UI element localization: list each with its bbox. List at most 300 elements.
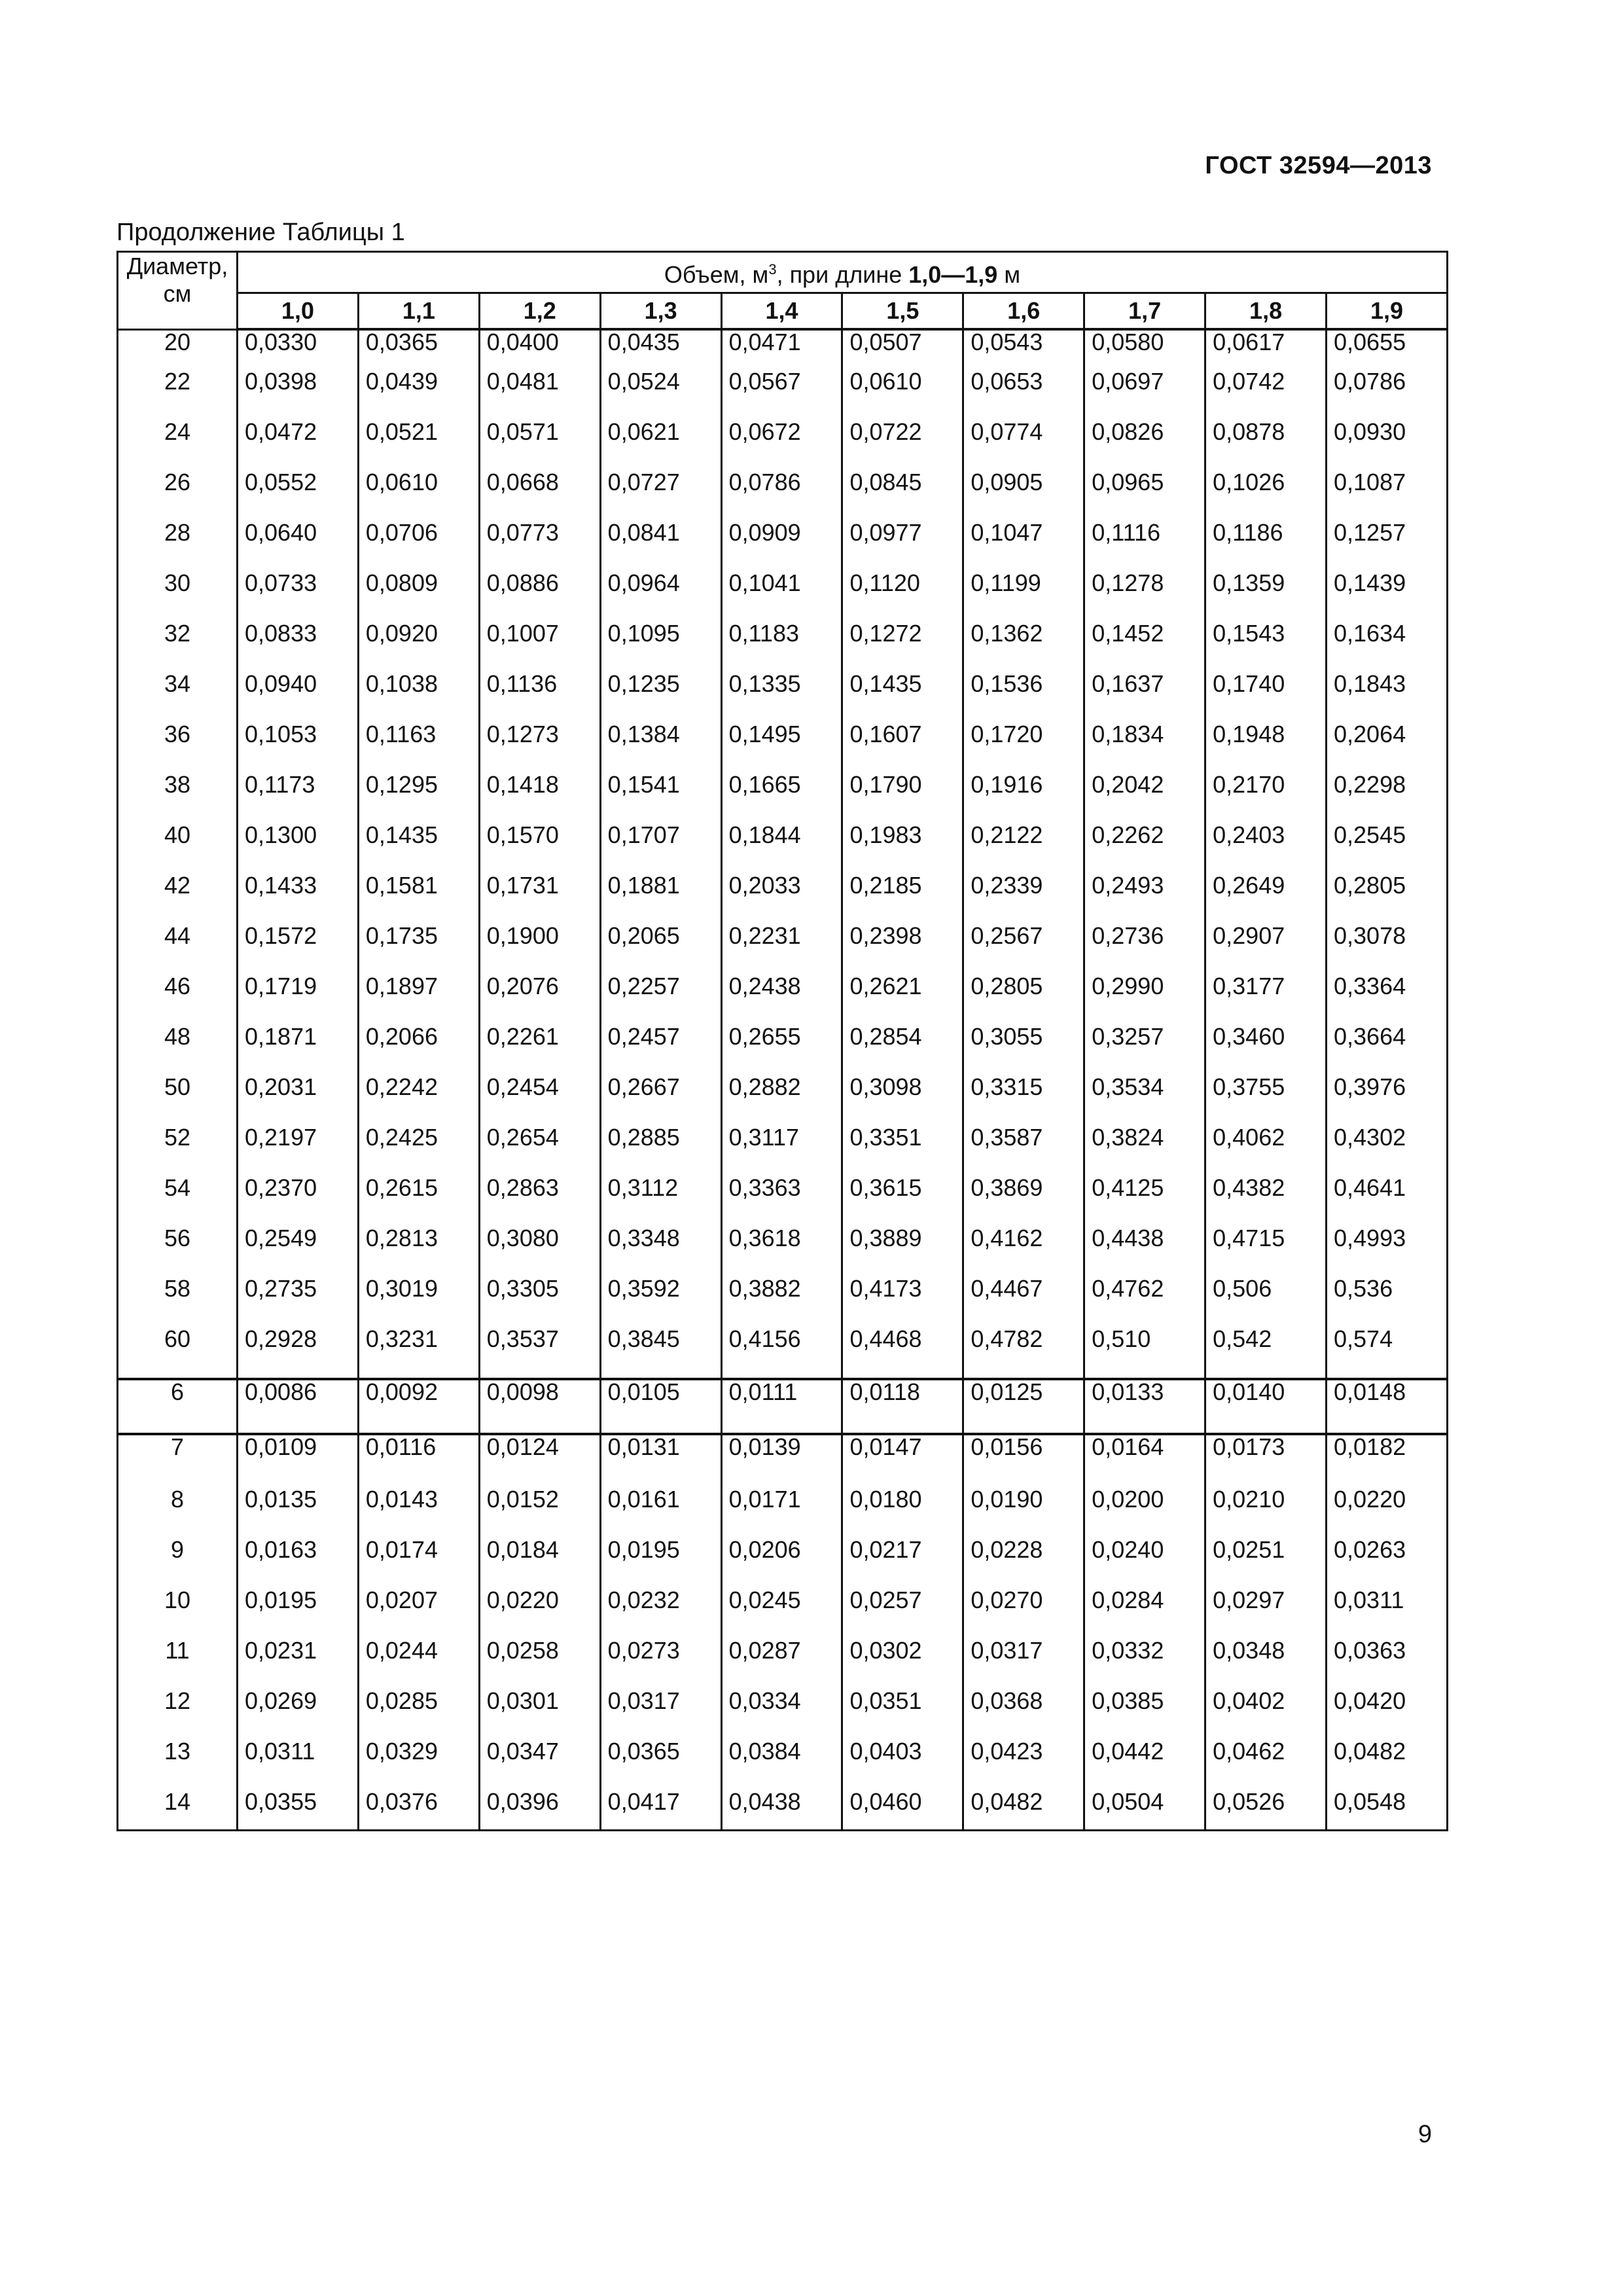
volume-cell: 0,3364 — [1327, 975, 1448, 1025]
table-row — [118, 924, 1448, 975]
volume-cell: 0,2197 — [238, 1126, 359, 1176]
length-header-cell: 1,2 — [479, 293, 600, 330]
diameter-cell: 7 — [118, 1434, 238, 1488]
volume-cell: 0,1634 — [1327, 622, 1448, 672]
volume-cell: 0,0472 — [238, 420, 359, 471]
diameter-cell: 34 — [118, 672, 238, 723]
volume-cell: 0,1731 — [479, 874, 600, 924]
volume-cell: 0,574 — [1327, 1327, 1448, 1379]
volume-cell: 0,2882 — [721, 1075, 842, 1126]
volume-cell: 0,506 — [1205, 1277, 1327, 1327]
volume-cell: 0,0355 — [238, 1790, 359, 1831]
volume-cell: 0,2813 — [358, 1227, 479, 1277]
volume-cell: 0,2805 — [963, 975, 1084, 1025]
volume-cell: 0,0285 — [358, 1689, 479, 1740]
table-row — [118, 1025, 1448, 1075]
volume-cell: 0,536 — [1327, 1277, 1448, 1327]
diameter-cell: 42 — [118, 874, 238, 924]
volume-cell: 0,0402 — [1205, 1689, 1327, 1740]
length-header-cell: 1,1 — [358, 293, 479, 330]
table-row — [118, 1277, 1448, 1327]
diameter-cell: 32 — [118, 622, 238, 672]
volume-cell: 0,1452 — [1084, 622, 1205, 672]
volume-cell: 0,2667 — [600, 1075, 721, 1126]
volume-cell: 0,2655 — [721, 1025, 842, 1075]
volume-cell: 0,3055 — [963, 1025, 1084, 1075]
volume-cell: 0,0365 — [600, 1740, 721, 1790]
table-row — [118, 1588, 1448, 1639]
diameter-cell: 26 — [118, 471, 238, 521]
volume-cell: 0,4162 — [963, 1227, 1084, 1277]
volume-cell: 0,0135 — [238, 1488, 359, 1538]
volume-cell: 0,2928 — [238, 1327, 359, 1379]
volume-cell: 0,2493 — [1084, 874, 1205, 924]
volume-cell: 0,2042 — [1084, 773, 1205, 823]
diameter-cell: 11 — [118, 1639, 238, 1689]
volume-cell: 0,2339 — [963, 874, 1084, 924]
volume-cell: 0,0610 — [358, 471, 479, 521]
volume-cell: 0,2854 — [842, 1025, 963, 1075]
volume-cell: 0,0878 — [1205, 420, 1327, 471]
volume-cell: 0,1295 — [358, 773, 479, 823]
volume-cell: 0,0368 — [963, 1689, 1084, 1740]
volume-cell: 0,0118 — [842, 1379, 963, 1434]
volume-cell: 0,0964 — [600, 571, 721, 622]
volume-cell: 0,1916 — [963, 773, 1084, 823]
volume-cell: 0,0460 — [842, 1790, 963, 1831]
volume-cell: 0,2257 — [600, 975, 721, 1025]
volume-cell: 0,1359 — [1205, 571, 1327, 622]
table-row — [118, 1379, 1448, 1434]
volume-cell: 0,0231 — [238, 1639, 359, 1689]
table-row — [118, 1639, 1448, 1689]
volume-cell: 0,1790 — [842, 773, 963, 823]
table-row — [118, 622, 1448, 672]
volume-cell: 0,3618 — [721, 1227, 842, 1277]
volume-cell: 0,0287 — [721, 1639, 842, 1689]
volume-cell: 0,1384 — [600, 723, 721, 773]
volume-cell: 0,1637 — [1084, 672, 1205, 723]
volume-cell: 0,3664 — [1327, 1025, 1448, 1075]
volume-cell: 0,0257 — [842, 1588, 963, 1639]
volume-cell: 0,0977 — [842, 521, 963, 571]
volume-header-middle: , при длине — [776, 261, 909, 288]
volume-cell: 0,0332 — [1084, 1639, 1205, 1689]
volume-cell: 0,0462 — [1205, 1740, 1327, 1790]
volume-cell: 0,4641 — [1327, 1176, 1448, 1227]
volume-cell: 0,0220 — [479, 1588, 600, 1639]
volume-cell: 0,1439 — [1327, 571, 1448, 622]
volume-cell: 0,1570 — [479, 823, 600, 874]
volume-cell: 0,0098 — [479, 1379, 600, 1434]
diameter-cell: 54 — [118, 1176, 238, 1227]
volume-cell: 0,1881 — [600, 874, 721, 924]
volume-cell: 0,0571 — [479, 420, 600, 471]
volume-cell: 0,1983 — [842, 823, 963, 874]
volume-cell: 0,2298 — [1327, 773, 1448, 823]
length-header-cell: 1,6 — [963, 293, 1084, 330]
volume-cell: 0,2370 — [238, 1176, 359, 1227]
volume-cell: 0,4173 — [842, 1277, 963, 1327]
volume-cell: 0,0526 — [1205, 1790, 1327, 1831]
volume-cell: 0,0125 — [963, 1379, 1084, 1434]
volume-cell: 0,3534 — [1084, 1075, 1205, 1126]
volume-cell: 0,0131 — [600, 1434, 721, 1488]
diameter-cell: 30 — [118, 571, 238, 622]
volume-cell: 0,1038 — [358, 672, 479, 723]
volume-cell: 0,0786 — [721, 471, 842, 521]
volume-cell: 0,2885 — [600, 1126, 721, 1176]
volume-cell: 0,0109 — [238, 1434, 359, 1488]
volume-cell: 0,0156 — [963, 1434, 1084, 1488]
volume-cell: 0,3019 — [358, 1277, 479, 1327]
volume-table — [116, 251, 1448, 1831]
volume-cell: 0,2805 — [1327, 874, 1448, 924]
volume-cell: 0,1740 — [1205, 672, 1327, 723]
volume-cell: 0,1418 — [479, 773, 600, 823]
diameter-header-line1: Диаметр, — [126, 253, 228, 279]
volume-cell: 0,1843 — [1327, 672, 1448, 723]
volume-cell: 0,1300 — [238, 823, 359, 874]
volume-cell: 0,1541 — [600, 773, 721, 823]
diameter-cell: 58 — [118, 1277, 238, 1327]
volume-cell: 0,0302 — [842, 1639, 963, 1689]
volume-cell: 0,1163 — [358, 723, 479, 773]
table-row — [118, 471, 1448, 521]
volume-cell: 0,0524 — [600, 370, 721, 420]
volume-cell: 0,0905 — [963, 471, 1084, 521]
volume-cell: 0,0148 — [1327, 1379, 1448, 1434]
volume-cell: 0,0706 — [358, 521, 479, 571]
volume-cell: 0,1087 — [1327, 471, 1448, 521]
volume-cell: 0,0190 — [963, 1488, 1084, 1538]
volume-cell: 0,0733 — [238, 571, 359, 622]
table-row — [118, 723, 1448, 773]
volume-cell: 0,1047 — [963, 521, 1084, 571]
volume-cell: 0,0086 — [238, 1379, 359, 1434]
volume-cell: 0,0206 — [721, 1538, 842, 1588]
document-code: ГОСТ 32594—2013 — [1205, 152, 1432, 179]
volume-cell: 0,0423 — [963, 1740, 1084, 1790]
volume-cell: 0,4382 — [1205, 1176, 1327, 1227]
volume-cell: 0,2242 — [358, 1075, 479, 1126]
diameter-cell: 28 — [118, 521, 238, 571]
volume-cell: 0,1948 — [1205, 723, 1327, 773]
volume-cell: 0,3976 — [1327, 1075, 1448, 1126]
length-header-cell: 1,8 — [1205, 293, 1327, 330]
volume-cell: 0,1026 — [1205, 471, 1327, 521]
volume-cell: 0,2649 — [1205, 874, 1327, 924]
volume-cell: 0,0940 — [238, 672, 359, 723]
volume-cell: 0,1362 — [963, 622, 1084, 672]
volume-cell: 0,0195 — [238, 1588, 359, 1639]
volume-cell: 0,2457 — [600, 1025, 721, 1075]
volume-cell: 0,4156 — [721, 1327, 842, 1379]
volume-cell: 0,3615 — [842, 1176, 963, 1227]
volume-cell: 0,0161 — [600, 1488, 721, 1538]
diameter-cell: 46 — [118, 975, 238, 1025]
volume-cell: 0,3845 — [600, 1327, 721, 1379]
table-row — [118, 1689, 1448, 1740]
table-row — [118, 1488, 1448, 1538]
volume-cell: 0,1136 — [479, 672, 600, 723]
diameter-cell: 6 — [118, 1379, 238, 1434]
volume-cell: 0,0504 — [1084, 1790, 1205, 1831]
table-body — [118, 329, 1448, 1831]
volume-cell: 0,3305 — [479, 1277, 600, 1327]
volume-cell: 0,1572 — [238, 924, 359, 975]
volume-cell: 0,1273 — [479, 723, 600, 773]
volume-cell: 0,0143 — [358, 1488, 479, 1538]
volume-cell: 0,3869 — [963, 1176, 1084, 1227]
volume-cell: 0,4125 — [1084, 1176, 1205, 1227]
volume-cell: 0,0482 — [1327, 1740, 1448, 1790]
volume-cell: 0,0507 — [842, 329, 963, 370]
volume-cell: 0,0210 — [1205, 1488, 1327, 1538]
volume-cell: 0,0365 — [358, 329, 479, 370]
volume-cell: 0,1257 — [1327, 521, 1448, 571]
volume-cell: 0,0245 — [721, 1588, 842, 1639]
volume-cell: 0,0668 — [479, 471, 600, 521]
volume-cell: 0,0363 — [1327, 1639, 1448, 1689]
table-row — [118, 1790, 1448, 1831]
volume-cell: 0,0284 — [1084, 1588, 1205, 1639]
volume-cell: 0,1720 — [963, 723, 1084, 773]
volume-cell: 0,0105 — [600, 1379, 721, 1434]
volume-cell: 0,4438 — [1084, 1227, 1205, 1277]
volume-cell: 0,0311 — [1327, 1588, 1448, 1639]
volume-cell: 0,1536 — [963, 672, 1084, 723]
volume-cell: 0,2549 — [238, 1227, 359, 1277]
volume-header-prefix: Объем, м — [664, 261, 769, 288]
volume-cell: 0,4715 — [1205, 1227, 1327, 1277]
length-header-cell: 1,4 — [721, 293, 842, 330]
volume-cell: 0,0396 — [479, 1790, 600, 1831]
volume-cell: 0,2403 — [1205, 823, 1327, 874]
volume-cell: 0,0297 — [1205, 1588, 1327, 1639]
volume-cell: 0,0133 — [1084, 1379, 1205, 1434]
volume-cell: 0,0672 — [721, 420, 842, 471]
volume-cell: 0,0334 — [721, 1689, 842, 1740]
table-row — [118, 420, 1448, 471]
volume-cell: 0,4302 — [1327, 1126, 1448, 1176]
volume-cell: 0,2907 — [1205, 924, 1327, 975]
volume-cell: 0,0263 — [1327, 1538, 1448, 1588]
volume-cell: 0,0886 — [479, 571, 600, 622]
volume-cell: 0,1719 — [238, 975, 359, 1025]
table-row — [118, 329, 1448, 370]
volume-cell: 0,3587 — [963, 1126, 1084, 1176]
volume-cell: 0,0442 — [1084, 1740, 1205, 1790]
volume-cell: 0,0244 — [358, 1639, 479, 1689]
volume-cell: 0,0139 — [721, 1434, 842, 1488]
volume-cell: 0,0640 — [238, 521, 359, 571]
volume-cell: 0,0232 — [600, 1588, 721, 1639]
volume-cell: 0,2863 — [479, 1176, 600, 1227]
volume-cell: 0,0439 — [358, 370, 479, 420]
volume-cell: 0,1120 — [842, 571, 963, 622]
volume-cell: 0,1183 — [721, 622, 842, 672]
volume-cell: 0,0376 — [358, 1790, 479, 1831]
volume-cell: 0,3078 — [1327, 924, 1448, 975]
table-row — [118, 874, 1448, 924]
volume-header — [238, 252, 1448, 293]
table-row — [118, 1075, 1448, 1126]
volume-cell: 0,2398 — [842, 924, 963, 975]
volume-cell: 0,2185 — [842, 874, 963, 924]
volume-cell: 0,3257 — [1084, 1025, 1205, 1075]
volume-cell: 0,2425 — [358, 1126, 479, 1176]
volume-cell: 0,0845 — [842, 471, 963, 521]
volume-cell: 0,1543 — [1205, 622, 1327, 672]
diameter-cell: 56 — [118, 1227, 238, 1277]
volume-cell: 0,1707 — [600, 823, 721, 874]
table-row — [118, 1227, 1448, 1277]
volume-cell: 0,0580 — [1084, 329, 1205, 370]
volume-cell: 0,1095 — [600, 622, 721, 672]
volume-cell: 0,0435 — [600, 329, 721, 370]
volume-cell: 0,1495 — [721, 723, 842, 773]
volume-cell: 0,2122 — [963, 823, 1084, 874]
volume-cell: 0,2231 — [721, 924, 842, 975]
volume-cell: 0,0269 — [238, 1689, 359, 1740]
volume-cell: 0,2066 — [358, 1025, 479, 1075]
volume-cell: 0,1272 — [842, 622, 963, 672]
volume-cell: 0,0930 — [1327, 420, 1448, 471]
volume-cell: 0,3231 — [358, 1327, 479, 1379]
volume-cell: 0,510 — [1084, 1327, 1205, 1379]
volume-cell: 0,0200 — [1084, 1488, 1205, 1538]
volume-cell: 0,0617 — [1205, 329, 1327, 370]
volume-cell: 0,1897 — [358, 975, 479, 1025]
volume-cell: 0,4467 — [963, 1277, 1084, 1327]
volume-cell: 0,0841 — [600, 521, 721, 571]
diameter-cell: 36 — [118, 723, 238, 773]
length-header-cell: 1,7 — [1084, 293, 1205, 330]
volume-cell: 0,0521 — [358, 420, 479, 471]
volume-cell: 0,0833 — [238, 622, 359, 672]
volume-cell: 0,0809 — [358, 571, 479, 622]
volume-cell: 0,0403 — [842, 1740, 963, 1790]
table-row — [118, 1327, 1448, 1379]
diameter-cell: 48 — [118, 1025, 238, 1075]
volume-cell: 0,0385 — [1084, 1689, 1205, 1740]
table-row — [118, 672, 1448, 723]
table-row — [118, 1176, 1448, 1227]
volume-cell: 0,3177 — [1205, 975, 1327, 1025]
volume-cell: 0,0311 — [238, 1740, 359, 1790]
volume-cell: 0,1607 — [842, 723, 963, 773]
volume-cell: 0,2170 — [1205, 773, 1327, 823]
volume-cell: 0,1581 — [358, 874, 479, 924]
volume-cell: 0,2736 — [1084, 924, 1205, 975]
volume-cell: 0,3882 — [721, 1277, 842, 1327]
volume-cell: 0,3824 — [1084, 1126, 1205, 1176]
volume-cell: 0,0697 — [1084, 370, 1205, 420]
volume-cell: 0,1278 — [1084, 571, 1205, 622]
volume-cell: 0,0438 — [721, 1790, 842, 1831]
volume-cell: 0,2262 — [1084, 823, 1205, 874]
diameter-cell: 8 — [118, 1488, 238, 1538]
volume-cell: 0,0240 — [1084, 1538, 1205, 1588]
volume-cell: 0,0092 — [358, 1379, 479, 1434]
volume-cell: 0,2735 — [238, 1277, 359, 1327]
volume-cell: 0,3351 — [842, 1126, 963, 1176]
volume-cell: 0,0722 — [842, 420, 963, 471]
diameter-cell: 12 — [118, 1689, 238, 1740]
volume-cell: 0,0184 — [479, 1538, 600, 1588]
volume-cell: 0,2545 — [1327, 823, 1448, 874]
diameter-cell: 50 — [118, 1075, 238, 1126]
volume-cell: 0,1735 — [358, 924, 479, 975]
diameter-cell: 22 — [118, 370, 238, 420]
volume-cell: 0,3098 — [842, 1075, 963, 1126]
diameter-cell: 52 — [118, 1126, 238, 1176]
length-header-cell: 1,3 — [600, 293, 721, 330]
volume-cell: 0,0228 — [963, 1538, 1084, 1588]
diameter-cell: 40 — [118, 823, 238, 874]
diameter-cell: 10 — [118, 1588, 238, 1639]
volume-header-suffix: м — [997, 261, 1021, 288]
volume-cell: 0,0329 — [358, 1740, 479, 1790]
volume-cell: 0,2990 — [1084, 975, 1205, 1025]
volume-cell: 0,0543 — [963, 329, 1084, 370]
volume-cell: 0,3315 — [963, 1075, 1084, 1126]
volume-cell: 0,1186 — [1205, 521, 1327, 571]
volume-cell: 0,3889 — [842, 1227, 963, 1277]
diameter-cell: 9 — [118, 1538, 238, 1588]
volume-cell: 0,4468 — [842, 1327, 963, 1379]
volume-cell: 0,0152 — [479, 1488, 600, 1538]
page-number: 9 — [1418, 2121, 1432, 2148]
table-row — [118, 823, 1448, 874]
volume-cell: 0,0548 — [1327, 1790, 1448, 1831]
volume-cell: 0,0481 — [479, 370, 600, 420]
volume-cell: 0,0909 — [721, 521, 842, 571]
volume-cell: 0,0207 — [358, 1588, 479, 1639]
volume-cell: 0,0826 — [1084, 420, 1205, 471]
volume-cell: 0,3080 — [479, 1227, 600, 1277]
volume-cell: 0,3537 — [479, 1327, 600, 1379]
volume-cell: 0,3112 — [600, 1176, 721, 1227]
volume-cell: 0,2454 — [479, 1075, 600, 1126]
diameter-cell: 13 — [118, 1740, 238, 1790]
table-row — [118, 370, 1448, 420]
volume-cell: 0,0317 — [963, 1639, 1084, 1689]
volume-cell: 0,1116 — [1084, 521, 1205, 571]
volume-cell: 0,0195 — [600, 1538, 721, 1588]
volume-cell: 0,0147 — [842, 1434, 963, 1488]
volume-cell: 0,2261 — [479, 1025, 600, 1075]
volume-cell: 0,0398 — [238, 370, 359, 420]
table-row — [118, 1126, 1448, 1176]
length-header-cell: 1,0 — [238, 293, 359, 330]
diameter-header — [118, 252, 238, 330]
volume-cell: 0,0273 — [600, 1639, 721, 1689]
volume-cell: 0,0171 — [721, 1488, 842, 1538]
table-row — [118, 571, 1448, 622]
volume-cell: 0,0217 — [842, 1538, 963, 1588]
volume-cell: 0,0610 — [842, 370, 963, 420]
volume-cell: 0,1834 — [1084, 723, 1205, 773]
length-header-cell: 1,5 — [842, 293, 963, 330]
volume-cell: 0,0567 — [721, 370, 842, 420]
volume-cell: 0,0773 — [479, 521, 600, 571]
volume-cell: 0,0653 — [963, 370, 1084, 420]
volume-cell: 0,0317 — [600, 1689, 721, 1740]
table-row — [118, 1740, 1448, 1790]
diameter-cell: 44 — [118, 924, 238, 975]
